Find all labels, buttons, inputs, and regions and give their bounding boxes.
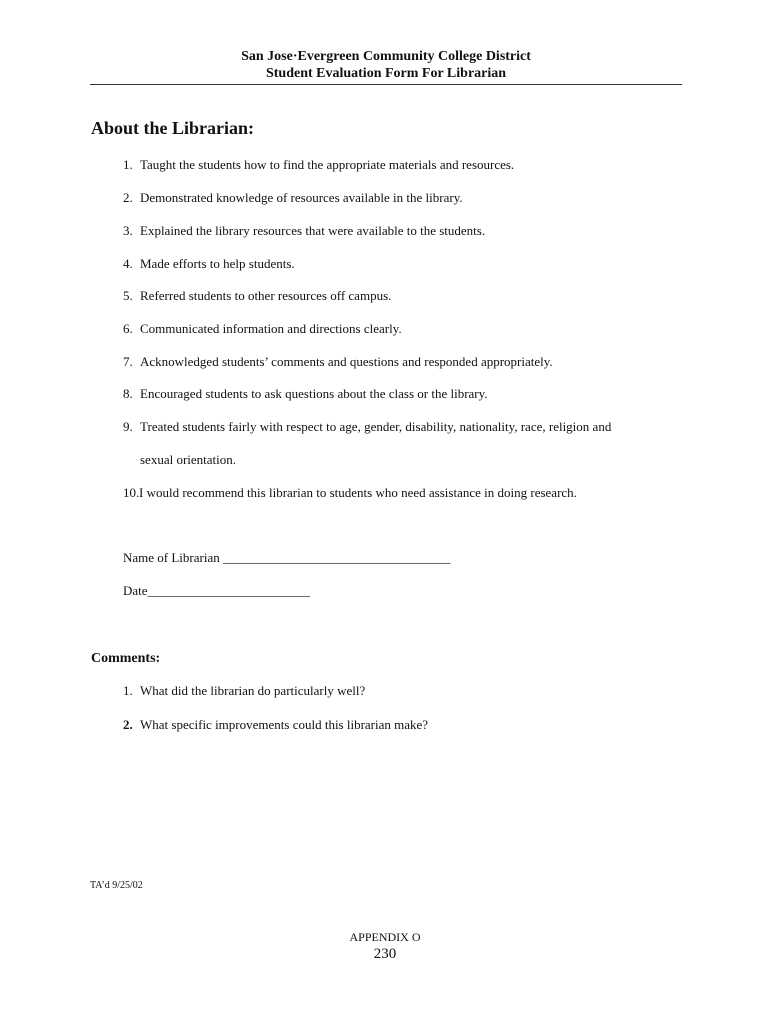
item-number: 7. (123, 354, 133, 369)
list-item (123, 321, 663, 337)
item-text: Encouraged students to ask questions about the class or the library. (140, 386, 488, 401)
list-item (123, 157, 663, 173)
item-text: What did the librarian do particularly well? (140, 683, 366, 698)
appendix-label: APPENDIX O (349, 930, 421, 944)
list-item (123, 223, 663, 239)
header-divider (90, 84, 682, 85)
item-text: Made efforts to help students. (140, 256, 295, 271)
section-title-comments: Comments: (91, 651, 161, 666)
district-name: San Jose·Evergreen Community College District (241, 49, 531, 64)
item-number: 2. (123, 717, 133, 732)
section-title-about: About the Librarian: (91, 118, 255, 138)
item-number: 1. (123, 683, 133, 698)
item-number: 9. (123, 419, 133, 434)
item-text-continuation: sexual orientation. (140, 452, 237, 467)
document-header (90, 48, 682, 82)
item-number: 2. (123, 190, 133, 205)
item-text: Explained the library resources that were available to the students. (140, 223, 486, 238)
list-item (123, 354, 663, 370)
item-text: Treated students fairly with respect to age, gender, disability, nationality, race, religion and (140, 419, 612, 434)
list-item (123, 717, 663, 733)
list-item (123, 190, 663, 206)
list-item (123, 485, 663, 501)
item-number: 6. (123, 321, 133, 336)
item-text: Acknowledged students’ comments and questions and responded appropriately. (140, 354, 553, 369)
list-item (123, 256, 663, 272)
list-item (123, 683, 663, 699)
item-text: Referred students to other resources off campus. (140, 288, 392, 303)
librarian-name-field: Name of Librarian ___________________________________ (123, 550, 451, 565)
date-field: Date_________________________ (123, 583, 311, 598)
item-number: 10. (123, 485, 140, 500)
item-text: Communicated information and directions clearly. (140, 321, 402, 336)
list-item (123, 419, 663, 467)
item-number: 3. (123, 223, 133, 238)
item-number: 4. (123, 256, 133, 271)
item-text: Demonstrated knowledge of resources available in the library. (140, 190, 463, 205)
list-item (123, 288, 663, 304)
page-number: 230 (373, 946, 397, 962)
item-text: Taught the students how to find the appropriate materials and resources. (140, 157, 515, 172)
item-number: 8. (123, 386, 133, 401)
item-number: 5. (123, 288, 133, 303)
item-text: I would recommend this librarian to students who need assistance in doing research. (139, 485, 577, 500)
list-item (123, 386, 663, 402)
item-text: What specific improvements could this librarian make? (140, 717, 429, 732)
form-title: Student Evaluation Form For Librarian (265, 66, 507, 81)
revision-note: TA’d 9/25/02 (90, 880, 143, 891)
item-number: 1. (123, 157, 133, 172)
